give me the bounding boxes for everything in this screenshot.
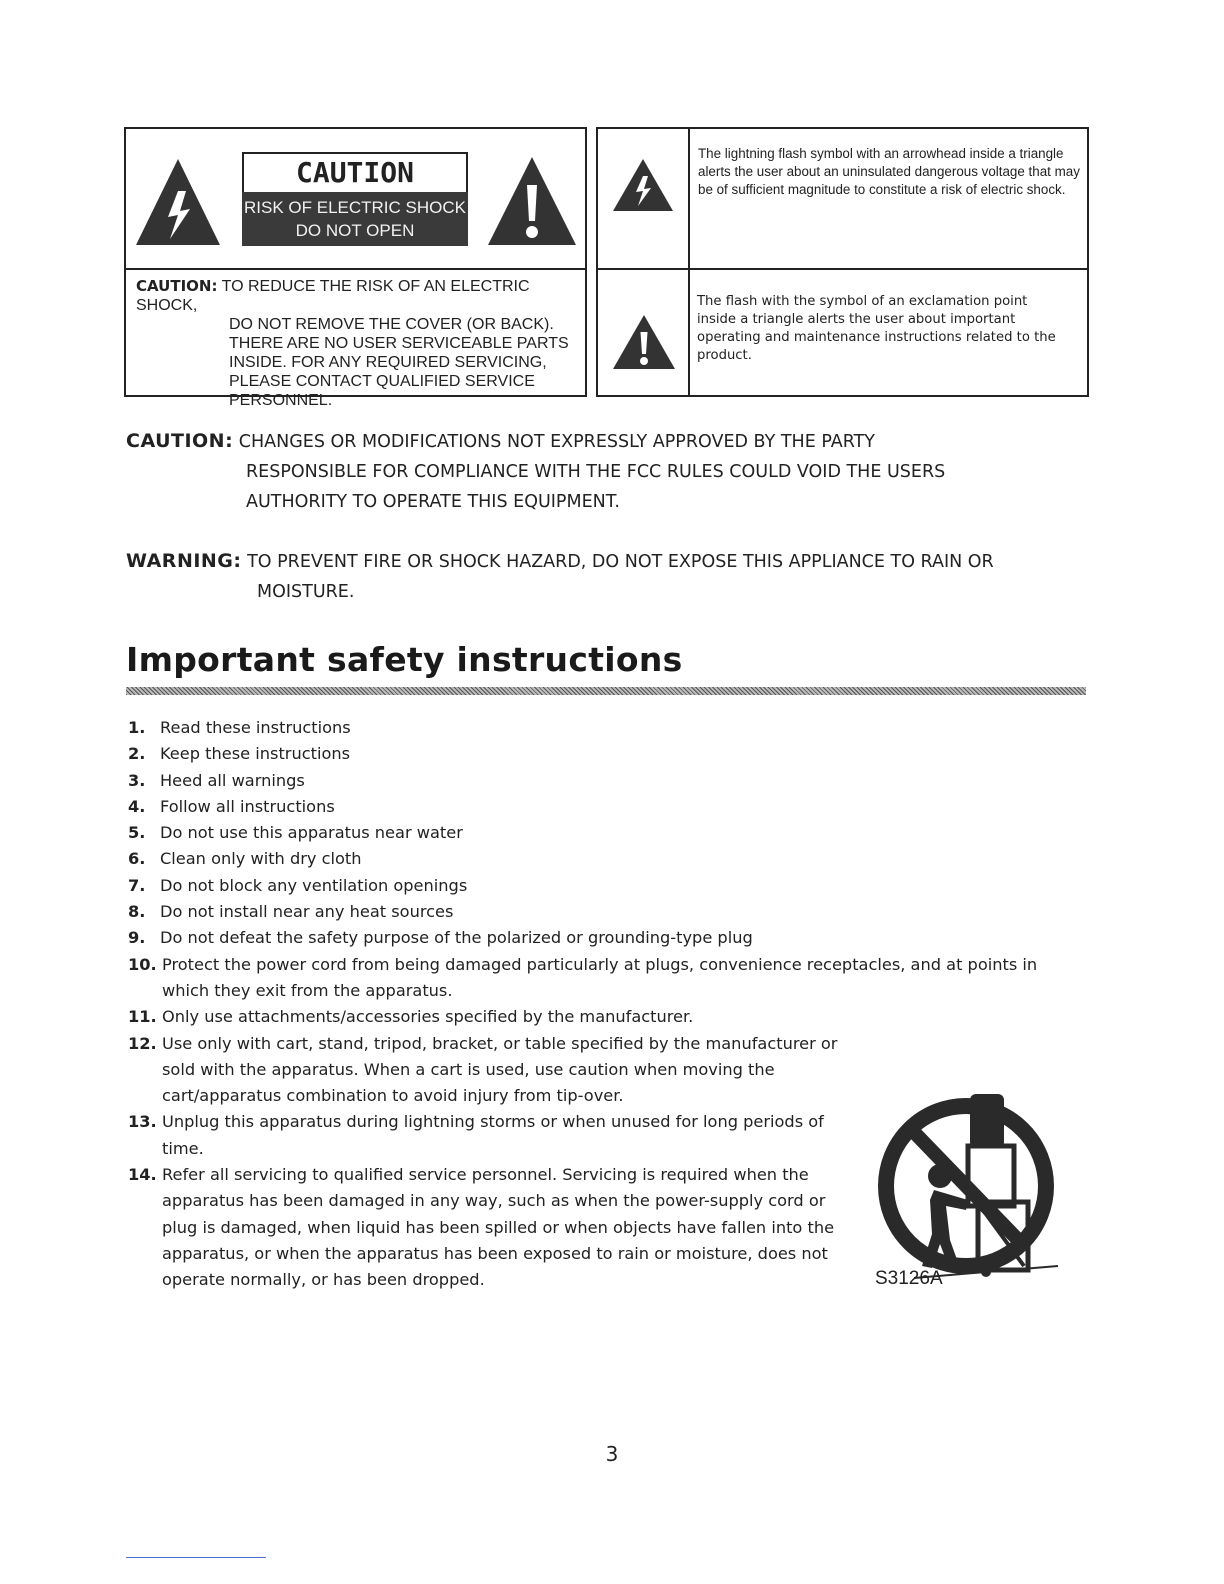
box-caution-line-4: INSIDE. FOR ANY REQUIRED SERVICING, <box>229 354 547 371</box>
item-number: 5. <box>128 823 146 843</box>
list-item <box>128 873 1058 899</box>
item-text: Do not install near any heat sources <box>160 902 454 922</box>
caution-sign-body <box>242 192 468 246</box>
lightning-warning-icon <box>134 157 222 247</box>
list-item <box>128 768 1058 794</box>
warning-notice <box>126 546 1086 607</box>
lightning-symbol-description: The lightning flash symbol with an arrowhead inside a triangle alerts the user about an uninsulated dangerous voltage that may be of sufficient magnitude to constitute a risk of electric shock. <box>698 146 1080 197</box>
item-number: 7. <box>128 875 146 895</box>
item-text: Clean only with dry cloth <box>160 849 362 869</box>
list-item <box>128 925 1058 951</box>
item-number: 6. <box>128 849 146 869</box>
box-caution-line-2: DO NOT REMOVE THE COVER (OR BACK). <box>229 316 554 333</box>
caution-sign-line1: RISK OF ELECTRIC SHOCK <box>244 198 466 217</box>
caution-sign <box>242 152 468 246</box>
box-caution-line <box>136 277 584 315</box>
list-item <box>128 820 1058 846</box>
fcc-caution-line-3: AUTHORITY TO OPERATE THIS EQUIPMENT. <box>246 492 620 512</box>
item-number: 13. <box>128 1112 157 1132</box>
item-text: Keep these instructions <box>160 744 351 764</box>
item-text: Refer all servicing to qualified service personnel. Servicing is required when the apparatus has been damaged in any way, such as when the power-supply cord or plug is damaged, when liquid has been spilled or when objects have fallen into the apparatus, or when the apparatus has been exposed to rain or moisture, does not operate normally, or has been dropped. <box>162 1165 835 1290</box>
warning-line-1: TO PREVENT FIRE OR SHOCK HAZARD, DO NOT EXPOSE THIS APPLIANCE TO RAIN OR <box>247 552 994 572</box>
item-text: Unplug this apparatus during lightning storms or when unused for long periods of time. <box>162 1112 824 1158</box>
item-text: Use only with cart, stand, tripod, bracket, or table specified by the manufacturer or sold with the apparatus. When a cart is used, use caution when moving the cart/apparatus combination to avoid injury from tip-over. <box>162 1033 838 1106</box>
list-item <box>128 1031 852 1110</box>
item-number: 4. <box>128 796 146 816</box>
item-text: Do not defeat the safety purpose of the polarized or grounding-type plug <box>160 928 753 948</box>
item-text: Heed all warnings <box>160 770 305 790</box>
fcc-caution <box>126 426 1086 517</box>
footer-rule <box>126 1557 266 1558</box>
list-item <box>128 794 1058 820</box>
item-number: 8. <box>128 902 146 922</box>
list-item <box>128 1162 852 1293</box>
box-caution-line-5: PLEASE CONTACT QUALIFIED SERVICE <box>229 373 535 390</box>
exclamation-warning-icon <box>486 155 578 247</box>
list-item <box>128 1109 852 1162</box>
box-caution-label: CAUTION: <box>136 277 218 295</box>
exclamation-symbol-icon <box>612 314 676 370</box>
item-text: Do not block any ventilation openings <box>160 875 468 895</box>
symbols-table-vdivider <box>688 127 690 397</box>
warning-first-line <box>126 546 1086 577</box>
list-item <box>128 715 1058 741</box>
item-text: Read these instructions <box>160 718 351 737</box>
page-number: 3 <box>605 1442 619 1466</box>
cart-icon-label: S3126A <box>875 1268 943 1289</box>
section-title-underline <box>126 687 1086 695</box>
fcc-caution-line-2: RESPONSIBLE FOR COMPLIANCE WITH THE FCC RULES COULD VOID THE USERS <box>246 462 946 482</box>
caution-sign-title: CAUTION <box>242 152 468 192</box>
section-title: Important safety instructions <box>126 640 683 679</box>
item-number: 9. <box>128 928 146 948</box>
item-number: 11. <box>128 1007 157 1027</box>
item-number: 10. <box>128 954 157 974</box>
box-caution-line-1: TO REDUCE THE RISK OF AN ELECTRIC SHOCK, <box>136 278 530 314</box>
caution-sign-line2: DO NOT OPEN <box>295 221 415 240</box>
symbols-table-hdivider <box>596 268 1089 270</box>
list-item <box>128 1004 1058 1030</box>
list-item <box>128 952 1058 1005</box>
warning-line-2: MOISTURE. <box>257 582 355 602</box>
item-text: Do not use this apparatus near water <box>160 823 463 843</box>
item-number: 12. <box>128 1033 157 1053</box>
item-text: Protect the power cord from being damaged particularly at plugs, convenience receptacles, and at points in which they exit from the apparatus. <box>162 954 1038 1000</box>
item-text: Follow all instructions <box>160 796 335 816</box>
caution-box-divider <box>124 268 587 270</box>
box-caution-line-6: PERSONNEL. <box>229 392 333 409</box>
item-number: 3. <box>128 770 146 790</box>
exclamation-symbol-description: The flash with the symbol of an exclamation point inside a triangle alerts the user about important operating and maintenance instructions related to the product. <box>697 294 1056 363</box>
fcc-caution-line-1: CHANGES OR MODIFICATIONS NOT EXPRESSLY APPROVED BY THE PARTY <box>238 432 875 452</box>
item-number: 14. <box>128 1165 157 1185</box>
fcc-caution-first-line <box>126 426 1086 457</box>
item-number: 1. <box>128 718 146 737</box>
list-item <box>128 846 1058 872</box>
item-number: 2. <box>128 744 146 764</box>
list-item <box>128 741 1058 767</box>
cart-tip-over-warning-icon <box>874 1080 1058 1290</box>
fcc-caution-label: CAUTION: <box>126 430 234 452</box>
lightning-symbol-icon <box>612 158 674 212</box>
box-caution-line-3: THERE ARE NO USER SERVICEABLE PARTS <box>229 335 569 352</box>
item-text: Only use attachments/accessories specified by the manufacturer. <box>162 1007 694 1027</box>
box-caution-text <box>136 277 584 410</box>
warning-label: WARNING: <box>126 550 242 572</box>
list-item <box>128 899 1058 925</box>
